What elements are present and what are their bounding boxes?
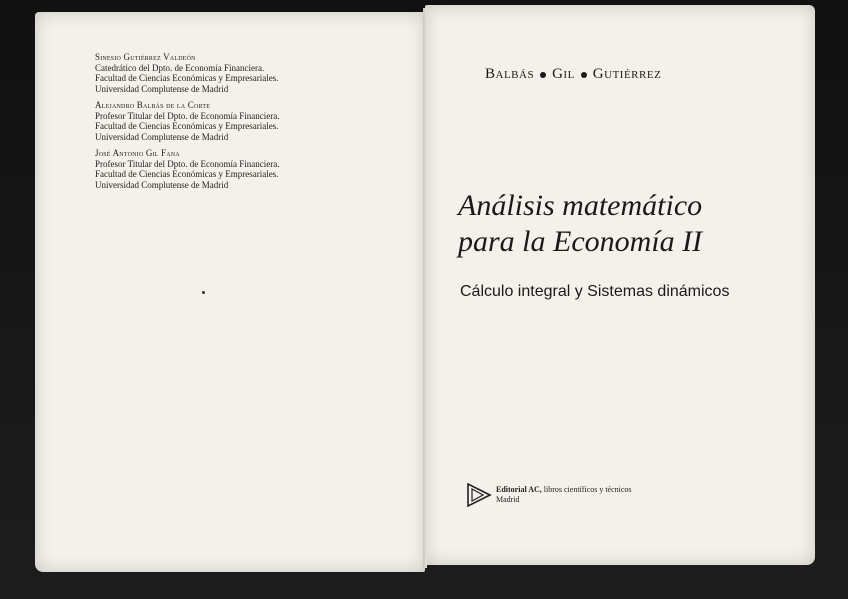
author-affiliation-line: Facultad de Ciencias Económicas y Empresariales.	[95, 121, 279, 131]
author-entry	[95, 100, 415, 142]
header-author-name: Gutiérrez	[592, 66, 662, 82]
ink-speck	[202, 291, 205, 294]
author-affiliation-line: Facultad de Ciencias Económicas y Empresariales.	[95, 169, 279, 179]
author-affiliation-line: Universidad Complutense de Madrid	[95, 83, 229, 94]
bullet-separator-icon	[581, 72, 587, 78]
publisher-block	[466, 483, 766, 509]
book-gutter	[423, 8, 427, 568]
author-affiliation-line: Catedrático del Dpto. de Economía Financiera.	[95, 62, 265, 73]
author-credits	[95, 52, 415, 196]
book-subtitle: Cálculo integral y Sistemas dinámicos	[460, 283, 730, 300]
publisher-text	[496, 485, 632, 505]
header-author-name: Balbás	[485, 66, 535, 82]
author-affiliation-line: Profesor Titular del Dpto. de Economía Financiera.	[95, 110, 280, 121]
header-authors	[485, 66, 745, 83]
header-author-name: Gil	[552, 66, 575, 82]
author-entry	[95, 52, 415, 94]
author-affiliation-line: Facultad de Ciencias Económicas y Empresariales.	[95, 73, 279, 83]
publisher-city: Madrid	[496, 495, 520, 504]
author-name: José Antonio Gil Fana	[95, 148, 180, 158]
author-name: Alejandro Balbás de la Corte	[95, 100, 211, 110]
author-affiliation-line: Universidad Complutense de Madrid	[95, 131, 229, 142]
publisher-logo-icon	[466, 483, 492, 507]
author-affiliation-line: Profesor Titular del Dpto. de Economía Financiera.	[95, 158, 280, 169]
author-name: Sinesio Gutiérrez Valdeón	[95, 52, 196, 62]
bullet-separator-icon	[540, 72, 546, 78]
title-line: para la Economía II	[458, 225, 703, 258]
book-title	[458, 188, 798, 260]
author-entry	[95, 148, 415, 190]
publisher-name: Editorial AC,	[496, 485, 542, 494]
title-line: Análisis matemático	[458, 189, 703, 222]
publisher-tagline: libros científicos y técnicos	[543, 485, 632, 494]
author-affiliation-line: Universidad Complutense de Madrid	[95, 179, 229, 190]
